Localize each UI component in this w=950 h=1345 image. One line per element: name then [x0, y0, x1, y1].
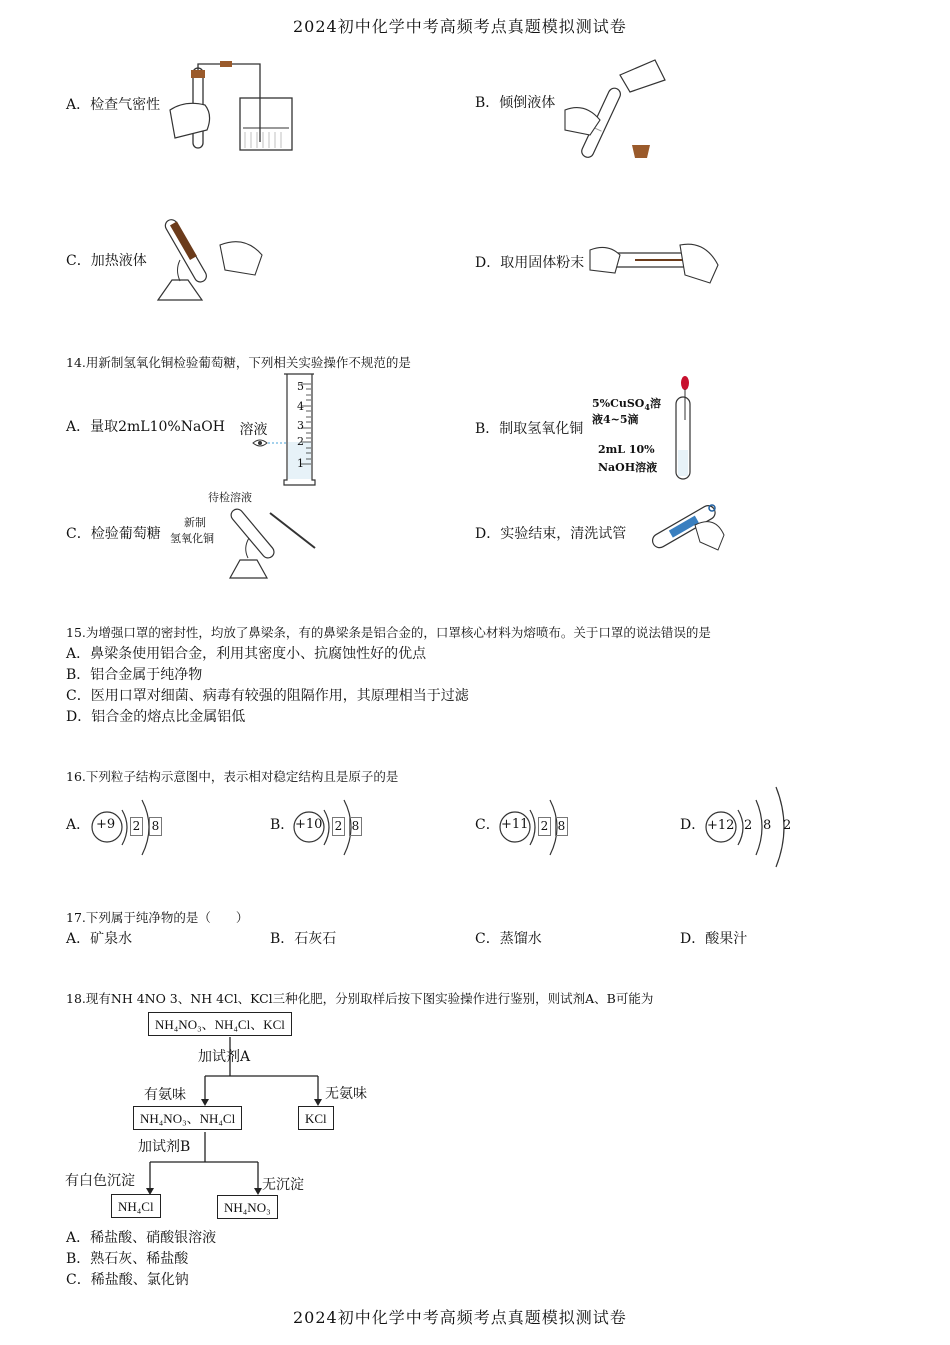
q14-b-label-naoh: NaOH溶液 [598, 461, 658, 474]
q14-c-label-sample: 待检溶液 [208, 491, 252, 504]
q16-b-shell-1: 2 [332, 817, 345, 836]
q14-option-a-text: A．量取2mL10%NaOH [66, 419, 225, 435]
flow-bottom-left-box: NH₄Cl [111, 1194, 161, 1218]
q17-option-c: C．蒸馏水 [475, 931, 542, 947]
q16-d-shell-3: 2 [783, 818, 792, 833]
page-footer-title: 2024初中化学中考高频考点真题模拟测试卷 [293, 1308, 627, 1327]
page-header-title: 2024初中化学中考高频考点真题模拟测试卷 [293, 17, 627, 36]
flow-top-box: NH₄NO₃、NH₄Cl、KCl [148, 1012, 292, 1036]
q16-option-c-label: C． [475, 817, 500, 833]
q16-d-shell-1: 2 [744, 818, 753, 833]
q16-c-shell-1: 2 [538, 817, 551, 836]
q15-option-c: C．医用口罩对细菌、病毒有较强的阻隔作用，其原理相当于过滤 [66, 688, 469, 704]
q14-b-label-cuso4-tail: 溶 [649, 397, 661, 410]
q13-option-b: B．倾倒液体 [475, 95, 556, 111]
flow-bottom-right-box: NH₄NO₃ [217, 1195, 278, 1219]
q15-option-a: A．鼻梁条使用铝合金，利用其密度小、抗腐蚀性好的优点 [66, 646, 427, 662]
q14-c-label-cuoh2: 氢氧化铜 [170, 532, 214, 545]
q15-option-d: D．铝合金的熔点比金属铝低 [66, 709, 246, 725]
q15-stem: 15.为增强口罩的密封性，均放了鼻梁条，有的鼻梁条是铝合金的，口罩核心材料为熔喷布。关于口罩的说法错误的是 [66, 625, 711, 640]
q18-option-b: B．熟石灰、稀盐酸 [66, 1251, 189, 1267]
flow-right-branch-label: 无氨味 [325, 1086, 367, 1102]
q14-option-d: D．实验结束，清洗试管 [475, 526, 627, 542]
q16-stem: 16.下列粒子结构示意图中，表示相对稳定结构且是原子的是 [66, 769, 399, 784]
q14-c-label-fresh: 新制 [184, 516, 206, 529]
q17-stem: 17.下列属于纯净物的是（ ） [66, 910, 249, 925]
q18-stem: 18.现有NH 4NO 3、NH 4Cl、KCl三种化肥，分别取样后按下图实验操作进行鉴别，则试剂A、B可能为 [66, 991, 654, 1006]
flow-reagent-b: 加试剂B [138, 1139, 191, 1155]
q16-b-nucleus: +10 [295, 817, 323, 832]
q16-a-shell-2: 8 [149, 817, 162, 836]
q14-stem: 14.用新制氢氧化铜检验葡萄糖，下列相关实验操作不规范的是 [66, 355, 411, 370]
q16-d-nucleus: +12 [707, 818, 735, 833]
q13-option-a: A．检查气密性 [66, 97, 161, 113]
q16-b-shell-2: 8 [349, 817, 362, 836]
q14-b-label-cuso4-sub: 4 [644, 402, 650, 413]
q16-c-shell-2: 8 [555, 817, 568, 836]
q13-option-c: C．加热液体 [66, 253, 147, 269]
q13-option-d: D．取用固体粉末 [475, 255, 585, 271]
q14-option-b: B．制取氢氧化铜 [475, 421, 584, 437]
cylinder-tick-4: 4 [297, 400, 304, 413]
flow-right-branch2-label: 无沉淀 [262, 1177, 304, 1193]
q14-b-label-cuso4-text: 5%CuSO [592, 397, 645, 410]
q14-b-label-naoh-volume: 2mL 10% [598, 443, 655, 456]
q18-option-c: C．稀盐酸、氯化钠 [66, 1272, 189, 1288]
q14-option-a-tail: 溶液 [239, 422, 268, 438]
flow-left-branch-label: 有氨味 [144, 1087, 186, 1103]
q15-option-b: B．铝合金属于纯净物 [66, 667, 203, 683]
q14-option-c: C．检验葡萄糖 [66, 526, 161, 542]
cylinder-tick-2: 2 [297, 435, 304, 448]
q16-option-a-label: A． [66, 817, 91, 833]
cylinder-tick-3: 3 [297, 419, 304, 432]
cylinder-tick-5: 5 [297, 380, 304, 393]
flow-mid-left-box: NH₄NO₃、NH₄Cl [133, 1106, 242, 1130]
q14-b-label-drops: 液4~5滴 [592, 413, 639, 426]
q17-option-a: A．矿泉水 [66, 931, 133, 947]
q17-option-d: D．酸果汁 [680, 931, 748, 947]
q16-a-shell-1: 2 [130, 817, 143, 836]
q16-d-shell-2: 8 [763, 818, 772, 833]
flow-left-branch2-label: 有白色沉淀 [65, 1173, 135, 1189]
q16-option-b-label: B． [270, 817, 295, 833]
q18-option-a: A．稀盐酸、硝酸银溶液 [66, 1230, 217, 1246]
q16-c-nucleus: +11 [501, 817, 529, 832]
flow-mid-right-box: KCl [298, 1106, 334, 1130]
q17-option-b: B．石灰石 [270, 931, 337, 947]
cylinder-tick-1: 1 [297, 457, 304, 470]
q16-option-d-label: D． [680, 817, 706, 833]
flow-reagent-a: 加试剂A [198, 1049, 251, 1065]
q16-a-nucleus: +9 [96, 817, 116, 832]
